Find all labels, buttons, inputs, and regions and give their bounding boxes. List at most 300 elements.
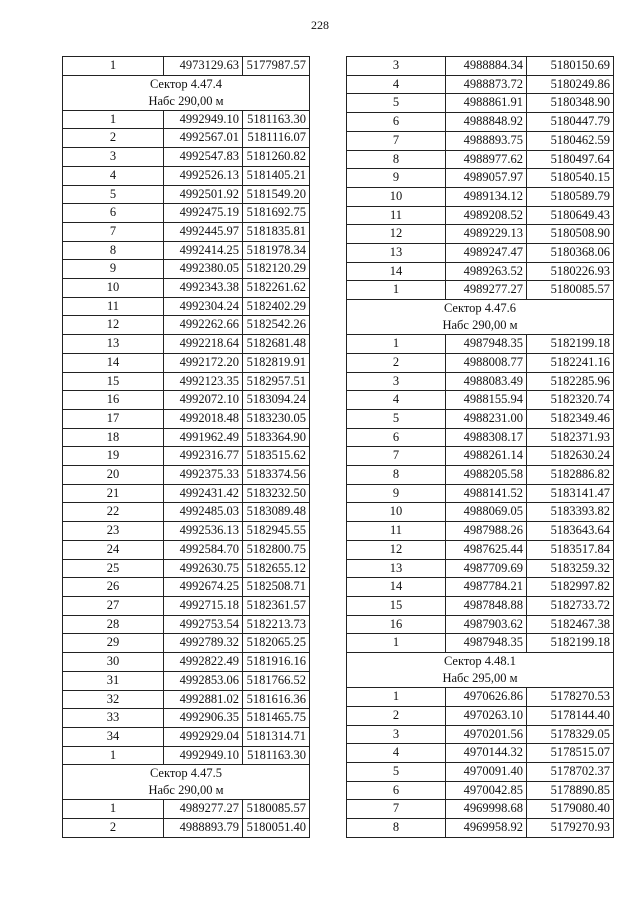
point-number: 31 [63,671,164,690]
point-number: 19 [63,447,164,466]
x-coordinate: 4992304.24 [164,297,243,316]
point-number: 8 [347,150,446,169]
table-row [347,281,614,300]
point-number: 2 [63,129,164,148]
x-coordinate: 4992485.03 [164,503,243,522]
x-coordinate: 4992172.20 [164,353,243,372]
table-row [63,615,310,634]
x-coordinate: 4992584.70 [164,540,243,559]
point-number: 4 [347,744,446,763]
x-coordinate: 4992789.32 [164,634,243,653]
table-row [63,746,310,765]
point-number: 4 [347,391,446,410]
table-row [63,57,310,76]
x-coordinate: 4987709.69 [446,559,527,578]
table-row [347,744,614,763]
table-row [63,185,310,204]
y-coordinate: 5179270.93 [527,819,614,838]
x-coordinate: 4988308.17 [446,428,527,447]
table-row [347,372,614,391]
x-coordinate: 4988205.58 [446,466,527,485]
y-coordinate: 5182819.91 [243,353,310,372]
table-row [63,297,310,316]
point-number: 2 [347,706,446,725]
point-number: 8 [347,466,446,485]
y-coordinate: 5178702.37 [527,762,614,781]
x-coordinate: 4992123.35 [164,372,243,391]
point-number: 6 [347,428,446,447]
point-number: 2 [63,819,164,838]
point-number: 7 [347,447,446,466]
point-number: 9 [63,260,164,279]
table-row [63,727,310,746]
y-coordinate: 5181163.30 [243,746,310,765]
point-number: 3 [63,148,164,167]
point-number: 10 [347,503,446,522]
y-coordinate: 5183230.05 [243,409,310,428]
y-coordinate: 5182199.18 [527,634,614,653]
y-coordinate: 5182241.16 [527,353,614,372]
x-coordinate: 4969998.68 [446,800,527,819]
table-row [347,262,614,281]
x-coordinate: 4992072.10 [164,391,243,410]
y-coordinate: 5182886.82 [527,466,614,485]
y-coordinate: 5181116.07 [243,129,310,148]
y-coordinate: 5180462.59 [527,131,614,150]
x-coordinate: 4992715.18 [164,596,243,615]
y-coordinate: 5180649.43 [527,206,614,225]
y-coordinate: 5182681.48 [243,335,310,354]
point-number: 9 [347,169,446,188]
point-number: 18 [63,428,164,447]
point-number: 28 [63,615,164,634]
point-number: 5 [347,409,446,428]
y-coordinate: 5182997.82 [527,578,614,597]
table-row [347,596,614,615]
point-number: 16 [347,615,446,634]
table-row [347,688,614,707]
x-coordinate: 4970263.10 [446,706,527,725]
sector-header [63,765,310,800]
x-coordinate: 4989134.12 [446,187,527,206]
x-coordinate: 4988231.00 [446,409,527,428]
y-coordinate: 5182213.73 [243,615,310,634]
table-row [347,335,614,354]
x-coordinate: 4992630.75 [164,559,243,578]
x-coordinate: 4992881.02 [164,690,243,709]
point-number: 15 [63,372,164,391]
table-row [63,559,310,578]
x-coordinate: 4992445.97 [164,222,243,241]
sector-header [347,653,614,688]
table-row [347,634,614,653]
sector-header-row [63,765,310,800]
table-row [63,391,310,410]
x-coordinate: 4992262.66 [164,316,243,335]
point-number: 10 [347,187,446,206]
table-row [63,671,310,690]
y-coordinate: 5183643.64 [527,522,614,541]
sector-title: Сектор 4.47.6 [443,301,517,316]
point-number: 22 [63,503,164,522]
table-row [347,225,614,244]
table-row [347,409,614,428]
table-row [347,75,614,94]
point-number: 30 [63,653,164,672]
point-number: 1 [63,57,164,76]
y-coordinate: 5182371.93 [527,428,614,447]
x-coordinate: 4989247.47 [446,244,527,263]
point-number: 13 [347,244,446,263]
y-coordinate: 5182733.72 [527,596,614,615]
x-coordinate: 4992929.04 [164,727,243,746]
point-number: 11 [347,206,446,225]
y-coordinate: 5181692.75 [243,204,310,223]
y-coordinate: 5182508.71 [243,578,310,597]
point-number: 9 [347,484,446,503]
table-row [347,615,614,634]
y-coordinate: 5180226.93 [527,262,614,281]
point-number: 1 [347,688,446,707]
sector-height: Набс 290,00 м [148,783,224,798]
x-coordinate: 4992822.49 [164,653,243,672]
table-row [63,578,310,597]
point-number: 10 [63,279,164,298]
y-coordinate: 5183393.82 [527,503,614,522]
y-coordinate: 5180249.86 [527,75,614,94]
table-row [63,316,310,335]
x-coordinate: 4987903.62 [446,615,527,634]
y-coordinate: 5181260.82 [243,148,310,167]
sector-title: Сектор 4.48.1 [443,654,517,669]
point-number: 11 [63,297,164,316]
x-coordinate: 4992674.25 [164,578,243,597]
y-coordinate: 5182402.29 [243,297,310,316]
table-row [63,596,310,615]
y-coordinate: 5177987.57 [243,57,310,76]
x-coordinate: 4992853.06 [164,671,243,690]
table-row [347,57,614,76]
x-coordinate: 4992431.42 [164,484,243,503]
point-number: 14 [63,353,164,372]
table-row [347,578,614,597]
x-coordinate: 4992547.83 [164,148,243,167]
right-column [346,56,614,838]
x-coordinate: 4988873.72 [446,75,527,94]
point-number: 3 [347,372,446,391]
x-coordinate: 4992414.25 [164,241,243,260]
y-coordinate: 5181314.71 [243,727,310,746]
point-number: 6 [347,781,446,800]
table-row [63,279,310,298]
x-coordinate: 4992949.10 [164,110,243,129]
point-number: 24 [63,540,164,559]
y-coordinate: 5180085.57 [243,800,310,819]
point-number: 4 [63,166,164,185]
point-number: 7 [63,222,164,241]
point-number: 17 [63,409,164,428]
table-row [63,222,310,241]
sector-height: Набс 290,00 м [148,93,224,108]
table-row [63,428,310,447]
point-number: 12 [63,316,164,335]
x-coordinate: 4988977.62 [446,150,527,169]
table-row [63,260,310,279]
point-number: 12 [347,225,446,244]
table-row [347,187,614,206]
point-number: 5 [347,94,446,113]
y-coordinate: 5181978.34 [243,241,310,260]
point-number: 1 [347,634,446,653]
x-coordinate: 4988155.94 [446,391,527,410]
point-number: 25 [63,559,164,578]
table-row [63,409,310,428]
x-coordinate: 4992501.92 [164,185,243,204]
coordinates-table-left [62,56,310,838]
x-coordinate: 4987784.21 [446,578,527,597]
y-coordinate: 5180150.69 [527,57,614,76]
x-coordinate: 4970091.40 [446,762,527,781]
table-row [347,206,614,225]
table-row [347,391,614,410]
x-coordinate: 4992536.13 [164,522,243,541]
point-number: 13 [63,335,164,354]
y-coordinate: 5183517.84 [527,540,614,559]
x-coordinate: 4969958.92 [446,819,527,838]
y-coordinate: 5178329.05 [527,725,614,744]
point-number: 27 [63,596,164,615]
y-coordinate: 5181465.75 [243,709,310,728]
table-row [63,634,310,653]
x-coordinate: 4970042.85 [446,781,527,800]
x-coordinate: 4988069.05 [446,503,527,522]
point-number: 2 [347,353,446,372]
sector-header-row [347,653,614,688]
table-row [63,709,310,728]
y-coordinate: 5182655.12 [243,559,310,578]
x-coordinate: 4992906.35 [164,709,243,728]
point-number: 11 [347,522,446,541]
table-row [347,244,614,263]
table-row [347,428,614,447]
x-coordinate: 4987848.88 [446,596,527,615]
y-coordinate: 5178515.07 [527,744,614,763]
table-row [63,372,310,391]
x-coordinate: 4992475.19 [164,204,243,223]
table-row [63,503,310,522]
point-number: 8 [63,241,164,260]
y-coordinate: 5181163.30 [243,110,310,129]
y-coordinate: 5183094.24 [243,391,310,410]
x-coordinate: 4991962.49 [164,428,243,447]
y-coordinate: 5180589.79 [527,187,614,206]
x-coordinate: 4992375.33 [164,466,243,485]
point-number: 15 [347,596,446,615]
y-coordinate: 5183364.90 [243,428,310,447]
y-coordinate: 5181835.81 [243,222,310,241]
point-number: 7 [347,131,446,150]
table-row [347,169,614,188]
table-row [347,113,614,132]
point-number: 12 [347,540,446,559]
x-coordinate: 4992218.64 [164,335,243,354]
y-coordinate: 5182361.57 [243,596,310,615]
y-coordinate: 5181916.16 [243,653,310,672]
y-coordinate: 5180540.15 [527,169,614,188]
sector-header-row [347,300,614,335]
table-row [347,781,614,800]
y-coordinate: 5178144.40 [527,706,614,725]
table-row [347,447,614,466]
table-row [347,503,614,522]
y-coordinate: 5182542.26 [243,316,310,335]
left-column [62,56,310,838]
y-coordinate: 5179080.40 [527,800,614,819]
y-coordinate: 5182945.55 [243,522,310,541]
y-coordinate: 5182261.62 [243,279,310,298]
x-coordinate: 4973129.63 [164,57,243,76]
table-row [347,819,614,838]
sector-title: Сектор 4.47.4 [149,76,223,91]
sector-header [347,300,614,335]
table-row [347,484,614,503]
table-row [63,819,310,838]
x-coordinate: 4992018.48 [164,409,243,428]
x-coordinate: 4988848.92 [446,113,527,132]
point-number: 8 [347,819,446,838]
sector-height: Набс 295,00 м [442,671,518,686]
point-number: 26 [63,578,164,597]
y-coordinate: 5180085.57 [527,281,614,300]
y-coordinate: 5183141.47 [527,484,614,503]
table-row [63,129,310,148]
point-number: 6 [347,113,446,132]
table-row [63,241,310,260]
point-number: 3 [347,725,446,744]
y-coordinate: 5182467.38 [527,615,614,634]
y-coordinate: 5180051.40 [243,819,310,838]
table-row [347,800,614,819]
point-number: 1 [347,335,446,354]
x-coordinate: 4987948.35 [446,634,527,653]
coordinates-table-right [346,56,614,838]
y-coordinate: 5182120.29 [243,260,310,279]
x-coordinate: 4992380.05 [164,260,243,279]
y-coordinate: 5180497.64 [527,150,614,169]
x-coordinate: 4988884.34 [446,57,527,76]
y-coordinate: 5181616.36 [243,690,310,709]
point-number: 13 [347,559,446,578]
y-coordinate: 5181549.20 [243,185,310,204]
table-row [347,131,614,150]
x-coordinate: 4988893.79 [164,819,243,838]
x-coordinate: 4989057.97 [446,169,527,188]
x-coordinate: 4989208.52 [446,206,527,225]
point-number: 21 [63,484,164,503]
point-number: 1 [63,110,164,129]
point-number: 5 [347,762,446,781]
x-coordinate: 4987988.26 [446,522,527,541]
y-coordinate: 5183374.56 [243,466,310,485]
table-row [347,762,614,781]
table-row [63,335,310,354]
y-coordinate: 5182630.24 [527,447,614,466]
x-coordinate: 4988141.52 [446,484,527,503]
point-number: 1 [63,800,164,819]
table-row [347,150,614,169]
x-coordinate: 4992343.38 [164,279,243,298]
x-coordinate: 4992567.01 [164,129,243,148]
x-coordinate: 4989277.27 [164,800,243,819]
y-coordinate: 5180348.90 [527,94,614,113]
point-number: 32 [63,690,164,709]
table-row [63,447,310,466]
point-number: 3 [347,57,446,76]
point-number: 1 [63,746,164,765]
y-coordinate: 5182320.74 [527,391,614,410]
y-coordinate: 5183515.62 [243,447,310,466]
table-row [63,653,310,672]
table-row [347,353,614,372]
point-number: 34 [63,727,164,746]
y-coordinate: 5178270.53 [527,688,614,707]
y-coordinate: 5182285.96 [527,372,614,391]
y-coordinate: 5180368.06 [527,244,614,263]
y-coordinate: 5180508.90 [527,225,614,244]
table-row [63,466,310,485]
x-coordinate: 4987625.44 [446,540,527,559]
point-number: 4 [347,75,446,94]
table-row [347,94,614,113]
x-coordinate: 4992753.54 [164,615,243,634]
table-row [63,522,310,541]
y-coordinate: 5182065.25 [243,634,310,653]
table-row [63,353,310,372]
x-coordinate: 4970144.32 [446,744,527,763]
y-coordinate: 5178890.85 [527,781,614,800]
x-coordinate: 4989229.13 [446,225,527,244]
x-coordinate: 4989277.27 [446,281,527,300]
x-coordinate: 4970626.86 [446,688,527,707]
point-number: 33 [63,709,164,728]
x-coordinate: 4992316.77 [164,447,243,466]
x-coordinate: 4988083.49 [446,372,527,391]
point-number: 14 [347,578,446,597]
table-row [63,148,310,167]
y-coordinate: 5181766.52 [243,671,310,690]
y-coordinate: 5182349.46 [527,409,614,428]
x-coordinate: 4992949.10 [164,746,243,765]
point-number: 6 [63,204,164,223]
point-number: 29 [63,634,164,653]
y-coordinate: 5183232.50 [243,484,310,503]
x-coordinate: 4970201.56 [446,725,527,744]
table-row [63,800,310,819]
y-coordinate: 5181405.21 [243,166,310,185]
table-row [63,540,310,559]
point-number: 14 [347,262,446,281]
y-coordinate: 5182957.51 [243,372,310,391]
x-coordinate: 4987948.35 [446,335,527,354]
point-number: 1 [347,281,446,300]
table-row [347,559,614,578]
sector-title: Сектор 4.47.5 [149,766,223,781]
x-coordinate: 4988861.91 [446,94,527,113]
point-number: 5 [63,185,164,204]
sector-header [63,75,310,110]
y-coordinate: 5182800.75 [243,540,310,559]
table-row [347,725,614,744]
